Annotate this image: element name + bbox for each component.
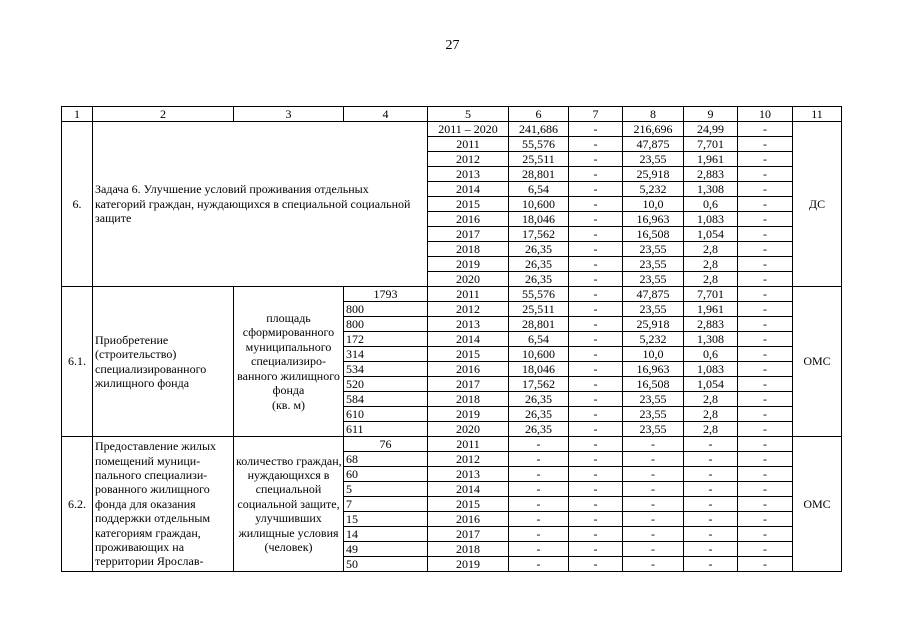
text-line: Приобретение: [95, 332, 169, 347]
column-6-cell: 10,600: [509, 197, 569, 212]
column-10-cell: -: [738, 287, 793, 302]
column-7-cell: -: [569, 377, 623, 392]
column-9-cell: 2,8: [684, 242, 738, 257]
text-line: фонда для оказания: [95, 496, 196, 511]
indicator-value: 800: [344, 302, 428, 317]
column-5-cell: 2015: [428, 197, 509, 212]
indicator-value: 800: [344, 317, 428, 332]
column-6-cell: 25,511: [509, 302, 569, 317]
column-6-cell: 6,54: [509, 332, 569, 347]
column-7-cell: -: [569, 167, 623, 182]
column-8-cell: -: [623, 497, 684, 512]
column-9-cell: 1,054: [684, 227, 738, 242]
column-8-cell: 23,55: [623, 422, 684, 437]
column-7-cell: -: [569, 422, 623, 437]
column-6-cell: 26,35: [509, 272, 569, 287]
column-8-cell: 23,55: [623, 302, 684, 317]
column-number: 7: [569, 107, 623, 122]
column-9-cell: 2,8: [684, 272, 738, 287]
column-9-cell: 2,8: [684, 257, 738, 272]
column-7-cell: -: [569, 437, 623, 452]
indicator-name: [234, 437, 344, 572]
column-9-cell: 7,701: [684, 287, 738, 302]
column-6-cell: 6,54: [509, 182, 569, 197]
column-10-cell: -: [738, 512, 793, 527]
column-9-cell: 2,8: [684, 392, 738, 407]
column-6-cell: 18,046: [509, 362, 569, 377]
text-line: (кв. м): [271, 397, 306, 412]
indicator-value: 584: [344, 392, 428, 407]
column-10-cell: -: [738, 302, 793, 317]
column-10-cell: -: [738, 347, 793, 362]
measure-name: [93, 437, 234, 572]
column-5-cell: 2015: [428, 347, 509, 362]
column-6-cell: -: [509, 467, 569, 482]
column-10-cell: -: [738, 257, 793, 272]
table-row: [62, 287, 842, 302]
column-7-cell: -: [569, 197, 623, 212]
text-line: поддержки отдельным: [95, 511, 211, 526]
column-8-cell: -: [623, 557, 684, 572]
text-line: сформированного: [242, 325, 335, 340]
column-5-cell: 2018: [428, 542, 509, 557]
indicator-value: 50: [344, 557, 428, 572]
column-9-cell: 24,99: [684, 122, 738, 137]
column-7-cell: -: [569, 407, 623, 422]
text-line: специализиро-: [251, 354, 326, 369]
text-line: территории Ярослав-: [95, 554, 204, 569]
column-10-cell: -: [738, 227, 793, 242]
column-8-cell: -: [623, 512, 684, 527]
column-8-cell: 16,508: [623, 227, 684, 242]
column-7-cell: -: [569, 452, 623, 467]
column-number: 2: [93, 107, 234, 122]
column-9-cell: -: [684, 467, 738, 482]
column-8-cell: 5,232: [623, 332, 684, 347]
column-number: 4: [344, 107, 428, 122]
task-title: [93, 122, 428, 287]
column-8-cell: 10,0: [623, 347, 684, 362]
column-7-cell: -: [569, 527, 623, 542]
column-9-cell: 0,6: [684, 347, 738, 362]
column-number: 1: [62, 107, 93, 122]
column-9-cell: 1,083: [684, 212, 738, 227]
column-6-cell: -: [509, 482, 569, 497]
indicator-name: [234, 287, 344, 437]
text-line: муниципального: [245, 339, 332, 354]
column-number: 10: [738, 107, 793, 122]
column-7-cell: -: [569, 272, 623, 287]
column-6-cell: 55,576: [509, 287, 569, 302]
column-number: 3: [234, 107, 344, 122]
column-6-cell: -: [509, 527, 569, 542]
column-5-cell: 2017: [428, 227, 509, 242]
column-5-cell: 2014: [428, 482, 509, 497]
column-7-cell: -: [569, 512, 623, 527]
column-9-cell: 2,8: [684, 422, 738, 437]
column-8-cell: -: [623, 542, 684, 557]
indicator-value: 76: [344, 437, 428, 452]
text-line: социальной защите,: [237, 496, 340, 511]
column-number: 9: [684, 107, 738, 122]
column-8-cell: 23,55: [623, 392, 684, 407]
text-line: пального специализи-: [95, 467, 208, 482]
column-6-cell: 17,562: [509, 227, 569, 242]
column-6-cell: -: [509, 512, 569, 527]
column-9-cell: 1,308: [684, 332, 738, 347]
indicator-value: 520: [344, 377, 428, 392]
column-10-cell: -: [738, 482, 793, 497]
column-number: 11: [793, 107, 842, 122]
column-9-cell: 2,8: [684, 407, 738, 422]
column-10-cell: -: [738, 422, 793, 437]
column-6-cell: 26,35: [509, 392, 569, 407]
column-10-cell: -: [738, 137, 793, 152]
column-10-cell: -: [738, 152, 793, 167]
text-line: Предоставление жилых: [95, 439, 217, 454]
column-10-cell: -: [738, 527, 793, 542]
funding-source: ОМС: [793, 287, 842, 437]
column-8-cell: -: [623, 467, 684, 482]
column-10-cell: -: [738, 212, 793, 227]
column-7-cell: -: [569, 257, 623, 272]
column-6-cell: 25,511: [509, 152, 569, 167]
column-9-cell: -: [684, 542, 738, 557]
column-5-cell: 2019: [428, 557, 509, 572]
indicator-value: 611: [344, 422, 428, 437]
column-5-cell: 2017: [428, 377, 509, 392]
column-7-cell: -: [569, 467, 623, 482]
column-8-cell: 10,0: [623, 197, 684, 212]
column-6-cell: 28,801: [509, 317, 569, 332]
column-10-cell: -: [738, 467, 793, 482]
column-5-cell: 2014: [428, 332, 509, 347]
column-9-cell: -: [684, 527, 738, 542]
column-6-cell: -: [509, 542, 569, 557]
column-10-cell: -: [738, 437, 793, 452]
text-line: категорий граждан, нуждающихся в специальной социальной: [95, 196, 411, 211]
column-5-cell: 2015: [428, 497, 509, 512]
column-9-cell: 2,883: [684, 167, 738, 182]
item-number: 6.1.: [62, 287, 93, 437]
column-9-cell: -: [684, 557, 738, 572]
column-9-cell: 2,883: [684, 317, 738, 332]
column-6-cell: 26,35: [509, 422, 569, 437]
column-9-cell: -: [684, 452, 738, 467]
column-9-cell: -: [684, 437, 738, 452]
column-10-cell: -: [738, 497, 793, 512]
indicator-value: 5: [344, 482, 428, 497]
column-5-cell: 2011: [428, 137, 509, 152]
column-5-cell: 2011: [428, 437, 509, 452]
column-10-cell: -: [738, 167, 793, 182]
column-7-cell: -: [569, 482, 623, 497]
column-7-cell: -: [569, 122, 623, 137]
column-6-cell: 55,576: [509, 137, 569, 152]
column-6-cell: 17,562: [509, 377, 569, 392]
column-5-cell: 2016: [428, 362, 509, 377]
column-5-cell: 2012: [428, 152, 509, 167]
indicator-value: 1793: [344, 287, 428, 302]
column-9-cell: -: [684, 512, 738, 527]
column-7-cell: -: [569, 557, 623, 572]
text-line: фонда: [272, 383, 305, 398]
column-7-cell: -: [569, 287, 623, 302]
column-8-cell: 16,963: [623, 212, 684, 227]
column-8-cell: 16,508: [623, 377, 684, 392]
column-8-cell: 16,963: [623, 362, 684, 377]
column-9-cell: 0,6: [684, 197, 738, 212]
column-8-cell: 216,696: [623, 122, 684, 137]
text-line: Задача 6. Улучшение условий проживания отдельных: [95, 182, 369, 197]
column-10-cell: -: [738, 197, 793, 212]
indicator-value: 49: [344, 542, 428, 557]
column-10-cell: -: [738, 542, 793, 557]
text-line: улучшивших: [255, 511, 322, 526]
column-5-cell: 2019: [428, 407, 509, 422]
column-7-cell: -: [569, 542, 623, 557]
item-number: 6.: [62, 122, 93, 287]
column-7-cell: -: [569, 227, 623, 242]
column-9-cell: 1,054: [684, 377, 738, 392]
column-10-cell: -: [738, 122, 793, 137]
column-7-cell: -: [569, 152, 623, 167]
column-6-cell: 18,046: [509, 212, 569, 227]
text-line: специализированного: [95, 361, 207, 376]
text-line: (человек): [264, 540, 313, 555]
column-6-cell: 28,801: [509, 167, 569, 182]
column-9-cell: -: [684, 497, 738, 512]
column-7-cell: -: [569, 497, 623, 512]
column-6-cell: 26,35: [509, 242, 569, 257]
indicator-value: 60: [344, 467, 428, 482]
column-7-cell: -: [569, 242, 623, 257]
column-7-cell: -: [569, 332, 623, 347]
text-line: (строительство): [95, 347, 177, 362]
text-line: проживающих на: [95, 540, 185, 555]
column-8-cell: -: [623, 482, 684, 497]
text-line: нуждающихся в: [247, 467, 330, 482]
column-5-cell: 2014: [428, 182, 509, 197]
indicator-value: 7: [344, 497, 428, 512]
table-row: [62, 122, 842, 137]
text-line: жилищного фонда: [95, 375, 190, 390]
column-7-cell: -: [569, 347, 623, 362]
page-number: 27: [445, 38, 460, 53]
column-6-cell: 10,600: [509, 347, 569, 362]
column-8-cell: 23,55: [623, 407, 684, 422]
column-5-cell: 2012: [428, 452, 509, 467]
column-6-cell: -: [509, 497, 569, 512]
column-6-cell: 241,686: [509, 122, 569, 137]
column-5-cell: 2011: [428, 287, 509, 302]
column-8-cell: 47,875: [623, 287, 684, 302]
text-line: защите: [95, 211, 132, 226]
text-line: специальной: [255, 482, 322, 497]
column-10-cell: -: [738, 407, 793, 422]
column-10-cell: -: [738, 332, 793, 347]
text-line: площадь: [266, 311, 311, 326]
column-10-cell: -: [738, 317, 793, 332]
item-number: 6.2.: [62, 437, 93, 572]
indicator-value: 68: [344, 452, 428, 467]
column-5-cell: 2020: [428, 272, 509, 287]
column-10-cell: -: [738, 272, 793, 287]
column-8-cell: -: [623, 527, 684, 542]
column-5-cell: 2016: [428, 212, 509, 227]
column-8-cell: -: [623, 452, 684, 467]
column-6-cell: -: [509, 557, 569, 572]
column-9-cell: 1,961: [684, 152, 738, 167]
column-9-cell: 1,083: [684, 362, 738, 377]
indicator-value: 172: [344, 332, 428, 347]
column-5-cell: 2018: [428, 392, 509, 407]
funding-source: ОМС: [793, 437, 842, 572]
column-7-cell: -: [569, 317, 623, 332]
text-line: помещений муници-: [95, 453, 201, 468]
column-9-cell: -: [684, 482, 738, 497]
column-5-cell: 2016: [428, 512, 509, 527]
column-8-cell: 5,232: [623, 182, 684, 197]
indicator-value: 15: [344, 512, 428, 527]
column-9-cell: 1,308: [684, 182, 738, 197]
column-10-cell: -: [738, 377, 793, 392]
text-line: жилищные условия: [238, 525, 339, 540]
text-line: ванного жилищного: [237, 368, 340, 383]
column-7-cell: -: [569, 137, 623, 152]
column-5-cell: 2018: [428, 242, 509, 257]
column-7-cell: -: [569, 362, 623, 377]
column-10-cell: -: [738, 242, 793, 257]
column-5-cell: 2011 – 2020: [428, 122, 509, 137]
indicator-value: 534: [344, 362, 428, 377]
data-table: [61, 106, 842, 572]
column-5-cell: 2017: [428, 527, 509, 542]
text-line: рованного жилищного: [95, 482, 210, 497]
column-8-cell: 25,918: [623, 317, 684, 332]
column-8-cell: 23,55: [623, 272, 684, 287]
column-9-cell: 1,961: [684, 302, 738, 317]
column-5-cell: 2013: [428, 317, 509, 332]
column-7-cell: -: [569, 392, 623, 407]
text-line: количество граждан,: [236, 453, 342, 468]
column-number-row: [62, 107, 842, 122]
column-7-cell: -: [569, 182, 623, 197]
column-8-cell: 23,55: [623, 242, 684, 257]
column-8-cell: 23,55: [623, 152, 684, 167]
column-6-cell: 26,35: [509, 257, 569, 272]
column-5-cell: 2013: [428, 167, 509, 182]
column-6-cell: 26,35: [509, 407, 569, 422]
column-10-cell: -: [738, 362, 793, 377]
funding-source: ДС: [793, 122, 842, 287]
column-10-cell: -: [738, 452, 793, 467]
column-7-cell: -: [569, 212, 623, 227]
column-number: 8: [623, 107, 684, 122]
measure-name: [93, 287, 234, 437]
text-line: категориям граждан,: [95, 525, 201, 540]
column-5-cell: 2013: [428, 467, 509, 482]
column-8-cell: 23,55: [623, 257, 684, 272]
column-number: 6: [509, 107, 569, 122]
column-5-cell: 2020: [428, 422, 509, 437]
column-8-cell: 47,875: [623, 137, 684, 152]
column-6-cell: -: [509, 452, 569, 467]
indicator-value: 314: [344, 347, 428, 362]
table-row: [62, 437, 842, 452]
column-5-cell: 2012: [428, 302, 509, 317]
column-8-cell: -: [623, 437, 684, 452]
column-10-cell: -: [738, 182, 793, 197]
column-9-cell: 7,701: [684, 137, 738, 152]
column-number: 5: [428, 107, 509, 122]
column-7-cell: -: [569, 302, 623, 317]
column-5-cell: 2019: [428, 257, 509, 272]
table-body: [62, 107, 842, 572]
column-6-cell: -: [509, 437, 569, 452]
column-10-cell: -: [738, 392, 793, 407]
column-10-cell: -: [738, 557, 793, 572]
column-8-cell: 25,918: [623, 167, 684, 182]
indicator-value: 610: [344, 407, 428, 422]
indicator-value: 14: [344, 527, 428, 542]
